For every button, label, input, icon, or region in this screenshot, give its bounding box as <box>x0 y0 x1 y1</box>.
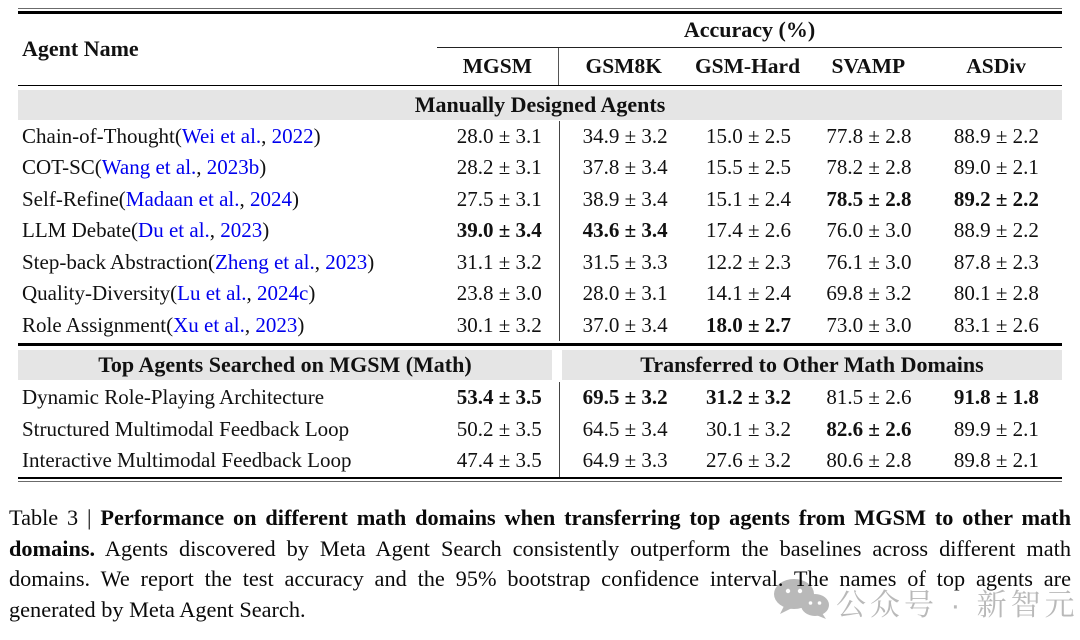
value-cell-mgsm: 47.4 ± 3.5 <box>439 445 560 477</box>
table-row <box>18 152 1062 184</box>
value-cell-gsm8k: 69.5 ± 3.2 <box>582 385 668 410</box>
value-cell-svamp: 69.8 ± 3.2 <box>826 281 912 306</box>
value-cell-gsm-hard: 27.6 ± 3.2 <box>706 448 792 473</box>
value-cell-gsm8k: 31.5 ± 3.3 <box>582 249 668 274</box>
caption-rest: Agents discovered by Meta Agent Search consistently outperform the baselines across different math domains. We report the test accuracy and the 95% bootstrap confidence interval. The names of top agents are generated by Meta Agent Search. <box>9 535 1071 622</box>
table-row <box>18 247 1062 279</box>
agent-name-text: Dynamic Role-Playing Architecture <box>22 385 325 410</box>
value-cell-svamp: 73.0 ± 3.0 <box>826 312 912 337</box>
value-cell-svamp: 81.5 ± 2.6 <box>826 385 912 410</box>
agent-name-cell <box>18 152 439 184</box>
watermark-text: 公众号 · 新智元 <box>836 588 1079 622</box>
agent-name-cell <box>18 247 439 279</box>
agent-name-cell <box>18 215 439 247</box>
value-cell-asdiv: 89.0 ± 2.1 <box>953 155 1039 180</box>
caption-bold: Performance on different math domains when transferring top agents from MGSM to other math domains. <box>9 505 1071 561</box>
agent-name-text: Role Assignment <box>22 312 167 337</box>
value-cell-mgsm: 53.4 ± 3.5 <box>439 382 560 414</box>
agent-name-text: Step-back Abstraction <box>22 249 209 274</box>
value-cell-asdiv: 88.9 ± 2.2 <box>953 218 1039 243</box>
agent-name-cell <box>18 310 439 342</box>
section-header-manually-designed: Manually Designed Agents <box>18 90 1062 120</box>
citation: (Madaan et al., 2024) <box>118 186 299 211</box>
citation-link-year[interactable]: 2024c <box>257 281 309 306</box>
value-cell-gsm8k: 38.9 ± 3.4 <box>582 186 668 211</box>
table-row <box>18 382 1062 414</box>
value-cell-asdiv: 88.9 ± 2.2 <box>953 123 1039 148</box>
value-cell-asdiv: 87.8 ± 2.3 <box>953 249 1039 274</box>
table-row <box>18 184 1062 216</box>
section-header-top-agents: Top Agents Searched on MGSM (Math) <box>18 350 552 380</box>
caption-prefix: Table 3 | <box>9 505 101 530</box>
value-cell-asdiv: 91.8 ± 1.8 <box>953 385 1039 410</box>
value-cell-asdiv: 89.2 ± 2.2 <box>953 186 1039 211</box>
agent-name-cell <box>18 184 439 216</box>
value-cell-asdiv: 89.9 ± 2.1 <box>953 416 1039 441</box>
value-cell-svamp: 78.5 ± 2.8 <box>826 186 912 211</box>
citation-link-year[interactable]: 2023 <box>255 312 298 337</box>
table-row <box>18 278 1062 310</box>
results-table <box>18 8 1062 482</box>
value-cell-asdiv: 80.1 ± 2.8 <box>953 281 1039 306</box>
bottom-rule <box>18 477 1062 483</box>
manually-designed-rows <box>18 121 1062 342</box>
agent-name-header: Agent Name <box>22 36 139 61</box>
column-header-mgsm: MGSM <box>437 48 559 85</box>
value-cell-mgsm: 39.0 ± 3.4 <box>439 215 560 247</box>
value-cell-gsm8k: 43.6 ± 3.4 <box>582 218 668 243</box>
column-header-asdiv: ASDiv <box>966 53 1026 78</box>
agent-name-text: LLM Debate <box>22 218 132 243</box>
citation: (Xu et al., 2023) <box>166 312 305 337</box>
value-cell-gsm-hard: 18.0 ± 2.7 <box>706 312 792 337</box>
citation-link-year[interactable]: 2023 <box>325 249 368 274</box>
value-cell-mgsm: 28.0 ± 3.1 <box>439 121 560 153</box>
value-cell-asdiv: 89.8 ± 2.1 <box>953 448 1039 473</box>
value-cell-svamp: 78.2 ± 2.8 <box>826 155 912 180</box>
agent-name-text: Quality-Diversity <box>22 281 171 306</box>
agent-name-text: Structured Multimodal Feedback Loop <box>22 416 350 441</box>
citation-link-year[interactable]: 2023 <box>220 218 263 243</box>
value-cell-svamp: 77.8 ± 2.8 <box>826 123 912 148</box>
citation: (Zheng et al., 2023) <box>208 249 375 274</box>
table-caption <box>9 503 1071 625</box>
band-gap <box>552 350 562 380</box>
agent-name-text: Interactive Multimodal Feedback Loop <box>22 448 352 473</box>
citation-link-authors[interactable]: Zheng et al. <box>215 249 315 274</box>
section-header-transferred: Transferred to Other Math Domains <box>562 350 1062 380</box>
value-cell-mgsm: 23.8 ± 3.0 <box>439 278 560 310</box>
table-row <box>18 215 1062 247</box>
value-cell-gsm8k: 37.8 ± 3.4 <box>582 155 668 180</box>
citation-link-authors[interactable]: Madaan et al. <box>125 186 240 211</box>
table-row <box>18 310 1062 342</box>
citation-link-authors[interactable]: Wei et al. <box>181 123 262 148</box>
value-cell-mgsm: 27.5 ± 3.1 <box>439 184 560 216</box>
column-headers <box>437 48 1062 85</box>
value-cell-svamp: 82.6 ± 2.6 <box>826 416 912 441</box>
value-cell-mgsm: 30.1 ± 3.2 <box>439 310 560 342</box>
citation: (Wang et al., 2023b) <box>94 155 267 180</box>
value-cell-mgsm: 28.2 ± 3.1 <box>439 152 560 184</box>
citation-link-authors[interactable]: Du et al. <box>138 218 210 243</box>
section-header-band <box>18 350 1062 380</box>
citation-link-year[interactable]: 2022 <box>271 123 314 148</box>
table-row <box>18 445 1062 477</box>
value-cell-svamp: 76.0 ± 3.0 <box>826 218 912 243</box>
searched-agent-rows <box>18 382 1062 477</box>
citation-link-authors[interactable]: Wang et al. <box>101 155 197 180</box>
citation-link-authors[interactable]: Lu et al. <box>177 281 247 306</box>
agent-name-cell <box>18 278 439 310</box>
value-cell-gsm-hard: 14.1 ± 2.4 <box>706 281 792 306</box>
column-header-gsm8k: GSM8K <box>585 53 662 78</box>
value-cell-svamp: 80.6 ± 2.8 <box>826 448 912 473</box>
agent-name-cell <box>18 414 439 446</box>
table-row <box>18 121 1062 153</box>
value-cell-mgsm: 50.2 ± 3.5 <box>439 414 560 446</box>
value-cell-gsm-hard: 31.2 ± 3.2 <box>706 385 792 410</box>
value-cell-gsm-hard: 15.0 ± 2.5 <box>706 123 792 148</box>
mid-rule <box>18 343 1062 346</box>
citation: (Du et al., 2023) <box>131 218 270 243</box>
citation-link-year[interactable]: 2024 <box>250 186 292 211</box>
citation: (Wei et al., 2022) <box>174 123 321 148</box>
column-header-svamp: SVAMP <box>831 53 906 78</box>
value-cell-gsm-hard: 15.5 ± 2.5 <box>706 155 792 180</box>
citation-link-year[interactable]: 2023b <box>206 155 260 180</box>
value-cell-gsm8k: 37.0 ± 3.4 <box>582 312 668 337</box>
agent-name-cell <box>18 382 439 414</box>
table-header <box>18 14 1062 86</box>
value-cell-asdiv: 83.1 ± 2.6 <box>953 312 1039 337</box>
agent-name-text: Chain-of-Thought <box>22 123 175 148</box>
value-cell-gsm-hard: 15.1 ± 2.4 <box>706 186 792 211</box>
agent-name-text: Self-Refine <box>22 186 119 211</box>
value-cell-gsm8k: 64.5 ± 3.4 <box>582 416 668 441</box>
accuracy-group <box>437 14 1062 85</box>
value-cell-gsm8k: 28.0 ± 3.1 <box>582 281 668 306</box>
value-cell-gsm8k: 34.9 ± 3.2 <box>582 123 668 148</box>
value-cell-gsm-hard: 12.2 ± 2.3 <box>706 249 792 274</box>
value-cell-gsm-hard: 17.4 ± 2.6 <box>706 218 792 243</box>
agent-name-cell <box>18 445 439 477</box>
agent-name-text: COT-SC <box>22 155 95 180</box>
value-cell-gsm8k: 64.9 ± 3.3 <box>582 448 668 473</box>
value-cell-svamp: 76.1 ± 3.0 <box>826 249 912 274</box>
citation: (Lu et al., 2024c) <box>170 281 316 306</box>
citation-link-authors[interactable]: Xu et al. <box>173 312 245 337</box>
value-cell-mgsm: 31.1 ± 3.2 <box>439 247 560 279</box>
agent-name-cell <box>18 121 439 153</box>
column-header-gsm-hard: GSM-Hard <box>694 53 801 78</box>
value-cell-gsm-hard: 30.1 ± 3.2 <box>706 416 792 441</box>
accuracy-group-label: Accuracy (%) <box>437 14 1062 48</box>
table-row <box>18 414 1062 446</box>
